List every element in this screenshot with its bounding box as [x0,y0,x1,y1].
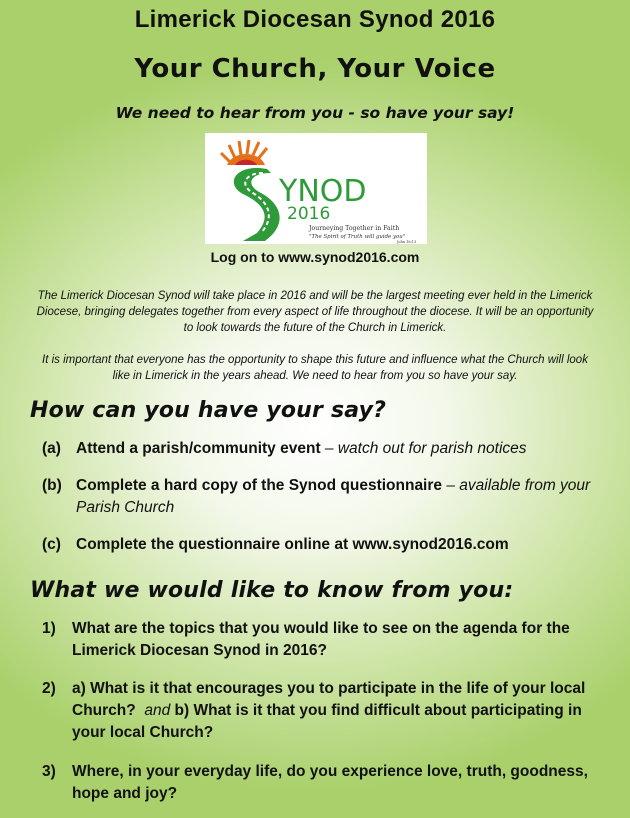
logo-ref: John 16:13 [397,240,417,244]
intro-paragraph-1: The Limerick Diocesan Synod will take place in 2016 and will be the largest meeting ever held in the Limerick Diocese, bringing delegates together from every aspect of life throughout the diocese. It will be an opportunity to look towards the future of the Church in Limerick. [36,290,594,334]
logo-motto: Journeying Together in Faith [309,225,400,232]
question-text: What are the topics that you would like to see on the agenda for the Limerick Diocesan Synod in 2016? [72,620,570,659]
question-part-b: b) What is it that you find difficult about participating in your local Church? [72,702,582,741]
intro-paragraph-2: It is important that everyone has the opportunity to shape this future and influence what the Church will look like in Limerick in the years ahead. We need to hear from you so have your say. [42,354,588,382]
sun-icon [221,140,267,165]
synod-title: Limerick Diocesan Synod 2016 [134,6,496,33]
option-text: Attend a parish/community event [76,440,321,457]
questions-heading: What we would like to know from you: [30,578,514,603]
question-number: 3) [42,763,56,780]
option-label: (a) [42,440,61,457]
logo-year: 2016 [287,204,331,224]
question-connector: and [144,702,171,719]
have-your-say-heading: How can you have your say? [30,398,387,423]
option-note: – available from your Parish Church [76,477,591,516]
option-text: Complete a hard copy of the Synod questionnaire [76,477,443,494]
website-link: Log on to www.synod2016.com [210,249,420,265]
question-number: 2) [42,680,56,697]
question-text: Where, in your everyday life, do you experience love, truth, goodness, hope and joy? [72,763,588,802]
synod-logo-graphic [205,133,427,244]
synod-logo [205,133,427,244]
tagline: We need to hear from you - so have your say! [115,104,515,122]
logo-wordmark: YNOD [279,174,367,209]
option-label: (c) [42,536,61,553]
logo-quote: "The Spirit of Truth will guide you" [309,234,406,240]
question-part-a: a) What is it that encourages you to participate in the life of your local Church? [72,680,586,719]
question-number: 1) [42,620,56,637]
campaign-title: Your Church, Your Voice [134,54,496,84]
option-note: – watch out for parish notices [320,440,527,457]
option-label: (b) [42,477,62,494]
road-s-shape [234,168,280,241]
option-text: Complete the questionnaire online at www.synod2016.com [76,536,509,553]
